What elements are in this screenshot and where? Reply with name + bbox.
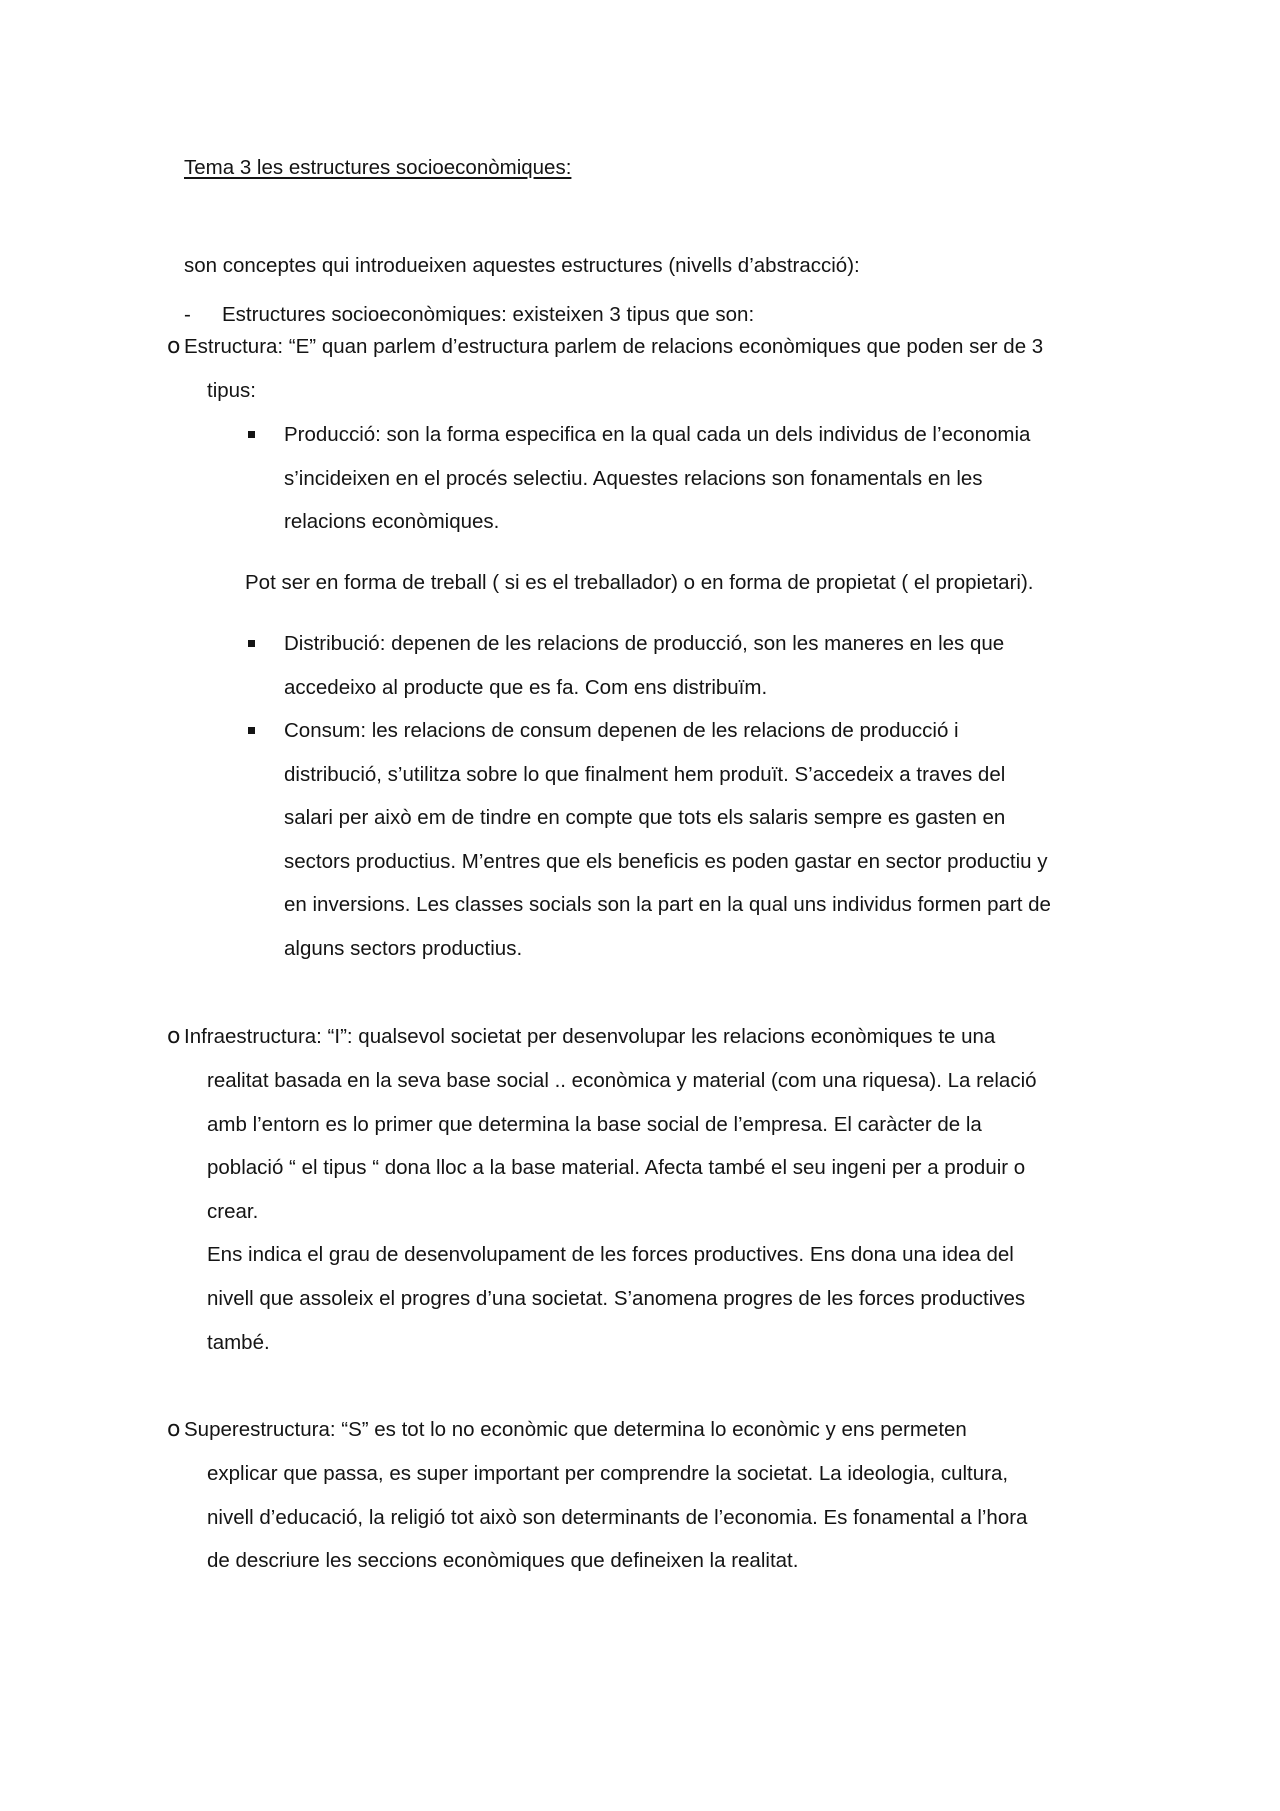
produccio-line-1: Producció: son la forma especifica en la qual cada un dels individus de l’economia xyxy=(284,423,1031,446)
circle-bullet-infraestructura: o xyxy=(167,1024,181,1049)
intro-paragraph: son conceptes qui introdueixen aquestes estructures (nivells d’abstracció): xyxy=(184,254,860,277)
estructura-line-1: Estructura: “E” quan parlem d’estructura parlem de relacions econòmiques que poden ser de 3 xyxy=(184,335,1044,358)
consum-line-2: distribució, s’utilitza sobre lo que finalment hem produït. S’accedeix a traves del xyxy=(284,762,1006,786)
consum-line-1: Consum: les relacions de consum depenen de les relacions de producció i xyxy=(284,719,959,742)
consum-line-3: salari per això em de tindre en compte que tots els salaris sempre es gasten en xyxy=(284,806,1006,830)
infraestructura-line-6: Ens indica el grau de desenvolupament de les forces productives. Ens dona una idea del xyxy=(207,1243,1014,1267)
dash-bullet: - xyxy=(184,303,191,326)
infraestructura-line-7: nivell que assoleix el progres d’una societat. S’anomena progres de les forces productives xyxy=(207,1286,1026,1310)
consum-item xyxy=(284,709,1051,971)
document-title: Tema 3 les estructures socioeconòmiques: xyxy=(184,156,572,179)
consum-line-6: alguns sectors productius. xyxy=(284,936,523,960)
superestructura-line-2: explicar que passa, es super important per comprendre la societat. La ideologia, cultura, xyxy=(207,1462,1009,1485)
square-bullet-produccio xyxy=(248,431,255,438)
produccio-line-3: relacions econòmiques. xyxy=(284,510,500,534)
superestructura-body xyxy=(207,1452,1027,1583)
superestructura-line-1: Superestructura: “S” es tot lo no econòmic que determina lo econòmic y ens permeten xyxy=(184,1418,967,1441)
pot-ser-paragraph: Pot ser en forma de treball ( si es el treballador) o en forma de propietat ( el propietari). xyxy=(245,571,1034,594)
superestructura-line-3: nivell d’educació, la religió tot això son determinants de l’economia. Es fonamental a l’hora xyxy=(207,1505,1028,1529)
infraestructura-line-5: crear. xyxy=(207,1199,259,1223)
square-bullet-consum xyxy=(248,727,255,734)
infraestructura-line-3: amb l’entorn es lo primer que determina la base social de l’empresa. El caràcter de la xyxy=(207,1112,982,1136)
infraestructura-line-1: Infraestructura: “I”: qualsevol societat per desenvolupar les relacions econòmiques te una xyxy=(184,1025,996,1048)
distribucio-line-1: Distribució: depenen de les relacions de producció, son les maneres en les que xyxy=(284,632,1005,655)
produccio-line-2: s’incideixen en el procés selectiu. Aquestes relacions son fonamentals en les xyxy=(284,466,983,490)
circle-bullet-estructura: o xyxy=(167,334,181,359)
dash-item-text: Estructures socioeconòmiques: existeixen 3 tipus que son: xyxy=(222,303,755,326)
estructura-line-2: tipus: xyxy=(207,379,256,402)
consum-line-5: en inversions. Les classes socials son la part en la qual uns individus formen part de xyxy=(284,893,1051,917)
distribucio-line-2: accedeixo al producte que es fa. Com ens distribuïm. xyxy=(284,675,768,699)
infraestructura-line-2: realitat basada en la seva base social .. econòmica y material (com una riquesa). La relació xyxy=(207,1069,1037,1092)
circle-bullet-superestructura: o xyxy=(167,1417,181,1442)
produccio-item xyxy=(284,413,1030,544)
infraestructura-body xyxy=(207,1059,1037,1364)
distribucio-item xyxy=(284,622,1004,709)
consum-line-4: sectors productius. M’entres que els beneficis es poden gastar en sector productiu y xyxy=(284,849,1048,873)
superestructura-line-4: de descriure les seccions econòmiques que defineixen la realitat. xyxy=(207,1549,799,1573)
square-bullet-distribucio xyxy=(248,640,255,647)
infraestructura-line-8: també. xyxy=(207,1330,270,1354)
infraestructura-line-4: població “ el tipus “ dona lloc a la base material. Afecta també el seu ingeni per a produir o xyxy=(207,1156,1026,1180)
